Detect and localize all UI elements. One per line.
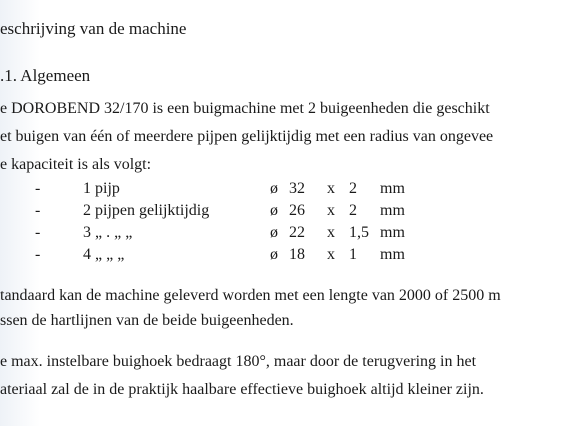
row-dash: -	[35, 202, 41, 219]
row-dash: -	[35, 224, 41, 241]
para2-line-2: ssen de hartlijnen van de beide buigeenheden.	[0, 312, 294, 329]
row-unit: mm	[380, 224, 405, 241]
row-diameter-symbol: ø	[270, 180, 278, 197]
row-times: x	[327, 224, 335, 241]
row-label: 1 pijp	[83, 180, 120, 197]
row-times: x	[327, 246, 335, 263]
row-diameter-symbol: ø	[270, 202, 278, 219]
row-dash: -	[35, 180, 41, 197]
row-wall: 2	[349, 180, 357, 197]
row-diameter: 18	[289, 246, 305, 263]
para3-line-1: e max. instelbare buighoek bedraagt 180°, maar door de terugvering in het	[0, 353, 477, 370]
intro-line-2: et buigen van één of meerdere pijpen gelijktijdig met een radius van ongevee	[0, 128, 494, 145]
row-times: x	[327, 202, 335, 219]
row-wall: 2	[349, 202, 357, 219]
row-diameter: 22	[289, 224, 305, 241]
row-unit: mm	[380, 246, 405, 263]
row-label: 2 pijpen gelijktijdig	[83, 202, 210, 219]
para3-line-2: ateriaal zal de in de praktijk haalbare effectieve buighoek altijd kleiner zijn.	[0, 381, 484, 398]
row-diameter: 26	[289, 202, 305, 219]
row-wall: 1	[349, 246, 357, 263]
row-diameter: 32	[289, 180, 305, 197]
intro-line-3: e kapaciteit is als volgt:	[0, 156, 152, 173]
row-diameter-symbol: ø	[270, 224, 278, 241]
row-diameter-symbol: ø	[270, 246, 278, 263]
row-unit: mm	[380, 202, 405, 219]
section-heading: .1. Algemeen	[0, 66, 91, 85]
row-times: x	[327, 180, 335, 197]
row-unit: mm	[380, 180, 405, 197]
row-label: 3 „ . „ „	[83, 224, 133, 241]
document-title: eschrijving van de machine	[0, 19, 187, 38]
para2-line-1: tandaard kan de machine geleverd worden met een lengte van 2000 of 2500 m	[0, 287, 501, 304]
row-dash: -	[35, 246, 41, 263]
row-wall: 1,5	[349, 224, 369, 241]
row-label: 4 „ „ „	[83, 246, 125, 263]
intro-line-1: e DOROBEND 32/170 is een buigmachine met 2 buigeenheden die geschikt	[0, 100, 490, 117]
